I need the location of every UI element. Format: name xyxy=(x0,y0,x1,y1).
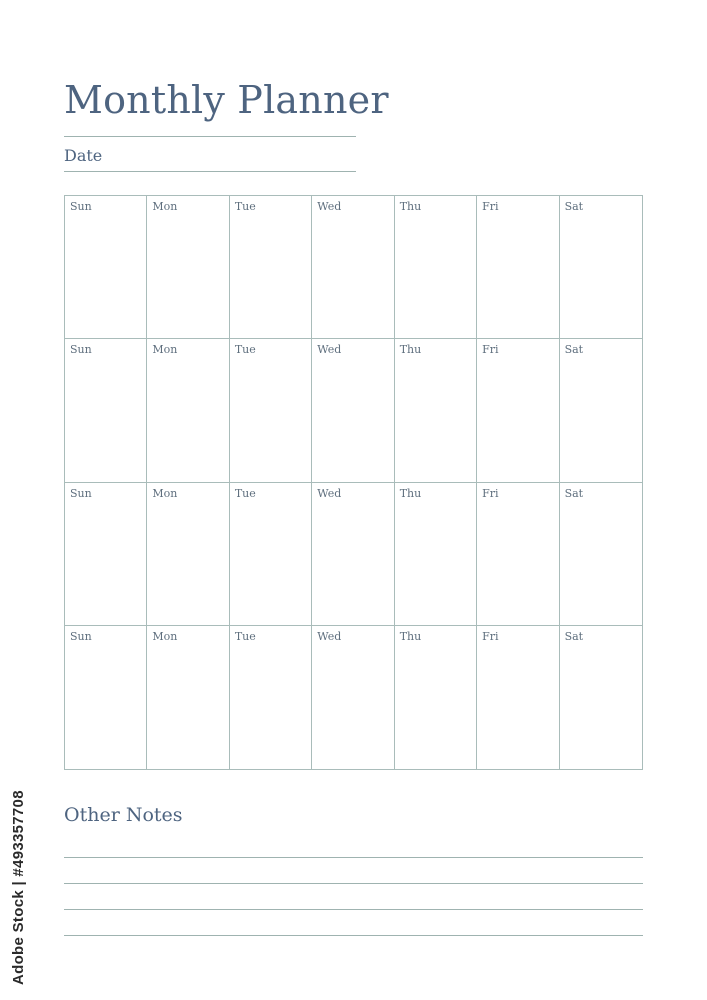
calendar-day-cell xyxy=(395,339,477,482)
day-label: Thu xyxy=(399,343,422,357)
day-label: Fri xyxy=(482,343,499,357)
day-label: Mon xyxy=(152,629,178,643)
note-line xyxy=(64,935,643,936)
day-label: Sat xyxy=(564,486,584,500)
calendar-day-cell xyxy=(477,196,559,339)
calendar-day-cell xyxy=(230,483,312,626)
calendar-day-cell xyxy=(477,339,559,482)
calendar-day-cell xyxy=(560,626,642,769)
calendar-day-cell xyxy=(312,339,394,482)
day-label: Sun xyxy=(70,629,92,643)
calendar-day-cell xyxy=(395,626,477,769)
date-line xyxy=(64,171,356,172)
calendar-day-cell xyxy=(147,626,229,769)
day-label: Fri xyxy=(482,629,499,643)
day-label: Mon xyxy=(152,343,178,357)
calendar-day-cell xyxy=(147,483,229,626)
note-line xyxy=(64,857,643,858)
day-label: Tue xyxy=(234,629,256,643)
calendar-day-cell xyxy=(230,339,312,482)
calendar-day-cell xyxy=(147,339,229,482)
calendar-day-cell xyxy=(147,196,229,339)
calendar-day-cell xyxy=(230,626,312,769)
calendar-day-cell xyxy=(65,339,147,482)
stock-watermark: Adobe Stock | #493357708 xyxy=(10,790,27,985)
day-label: Sun xyxy=(70,343,92,357)
note-line xyxy=(64,883,643,884)
day-label: Tue xyxy=(234,486,256,500)
day-label: Mon xyxy=(152,486,178,500)
title-divider xyxy=(64,136,356,137)
calendar-day-cell xyxy=(65,626,147,769)
day-label: Thu xyxy=(399,629,422,643)
day-label: Mon xyxy=(152,200,178,213)
calendar-day-cell xyxy=(395,483,477,626)
calendar-day-cell xyxy=(312,196,394,339)
calendar-day-cell xyxy=(395,196,477,339)
calendar-day-cell xyxy=(560,483,642,626)
calendar-day-cell xyxy=(230,196,312,339)
day-label: Sun xyxy=(70,200,92,213)
day-label: Wed xyxy=(317,200,342,213)
day-label: Sat xyxy=(564,343,584,357)
day-label: Fri xyxy=(482,486,499,500)
notes-title: Other Notes xyxy=(64,804,183,826)
calendar-day-cell xyxy=(477,483,559,626)
calendar-day-cell xyxy=(560,339,642,482)
day-label: Fri xyxy=(482,200,499,213)
page-title: Monthly Planner xyxy=(64,78,389,122)
day-label: Wed xyxy=(317,343,342,357)
calendar-day-cell xyxy=(65,196,147,339)
day-label: Sat xyxy=(564,629,584,643)
calendar-grid xyxy=(64,195,643,770)
day-label: Tue xyxy=(234,343,256,357)
calendar-day-cell xyxy=(560,196,642,339)
day-label: Tue xyxy=(234,200,256,213)
day-label: Thu xyxy=(399,200,422,213)
date-label: Date xyxy=(64,146,103,165)
note-line xyxy=(64,909,643,910)
calendar-day-cell xyxy=(65,483,147,626)
calendar-day-cell xyxy=(477,626,559,769)
calendar-day-cell xyxy=(312,483,394,626)
day-label: Sat xyxy=(564,200,584,213)
day-label: Wed xyxy=(317,629,342,643)
day-label: Thu xyxy=(399,486,422,500)
day-label: Sun xyxy=(70,486,92,500)
calendar-day-cell xyxy=(312,626,394,769)
day-label: Wed xyxy=(317,486,342,500)
